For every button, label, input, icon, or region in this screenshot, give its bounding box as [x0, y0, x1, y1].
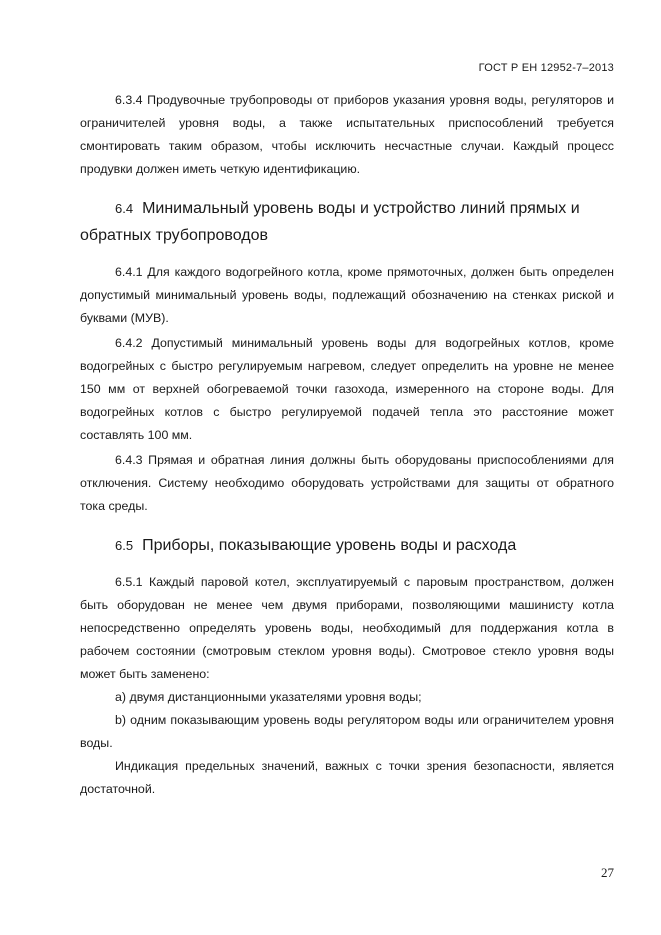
section-number: 6.4 — [115, 201, 134, 216]
paragraph-6-4-3: 6.4.3 Прямая и обратная линия должны быть оборудованы приспособлениями для отключения. Систему необходимо оборудовать устройствами для защиты от обратного тока среды. — [80, 453, 614, 513]
standard-designation: ГОСТ Р ЕН 12952-7–2013 — [478, 62, 614, 74]
section-title: Приборы, показывающие уровень воды и расхода — [142, 537, 517, 554]
page-number: 27 — [601, 865, 614, 880]
paragraph-6-4-1: 6.4.1 Для каждого водогрейного котла, кроме прямоточных, должен быть определен допустимый минимальный уровень воды, подлежащий обозначению на стенках риской и буквами (МУВ). — [80, 265, 614, 325]
paragraph-6-3-4: 6.3.4 Продувочные трубопроводы от приборов указания уровня воды, регуляторов и ограничителей уровня воды, а также испытательных приспособлений требуется смонтировать таким образом, чтобы исключить несчастные случаи. Каждый процесс продувки должен иметь четкую идентификацию. — [80, 93, 614, 176]
document-body — [80, 89, 614, 801]
section-title: Минимальный уровень воды и устройство линий прямых и обратных трубопроводов — [80, 200, 580, 244]
paragraph-indication: Индикация предельных значений, важных с точки зрения безопасности, является достаточной. — [80, 759, 614, 796]
section-heading-6-5 — [80, 532, 614, 559]
paragraph-6-4-2: 6.4.2 Допустимый минимальный уровень воды для водогрейных котлов, кроме водогрейных с быстро регулируемым нагревом, следует определить на уровне не менее 150 мм от верхней обогреваемой точки газохода, измеренного на стороне воды. Для водогрейных котлов с быстро регулируемой подачей тепла это расстояние может составлять 100 мм. — [80, 336, 614, 442]
list-item-a: а) двумя дистанционными указателями уровня воды; — [115, 690, 422, 704]
section-number: 6.5 — [115, 538, 134, 553]
paragraph-6-5-1: 6.5.1 Каждый паровой котел, эксплуатируемый с паровым пространством, должен быть оборудован не менее чем двумя приборами, позволяющими машинисту котла непосредственно определять уровень воды, необходимый для поддержания котла в рабочем состоянии (смотровым стеклом уровня воды). Смотровое стекло уровня воды может быть заменено: — [80, 575, 614, 681]
section-heading-6-4 — [80, 195, 614, 249]
list-item-b: b) одним показывающим уровень воды регулятором воды или ограничителем уровня воды. — [80, 713, 614, 750]
